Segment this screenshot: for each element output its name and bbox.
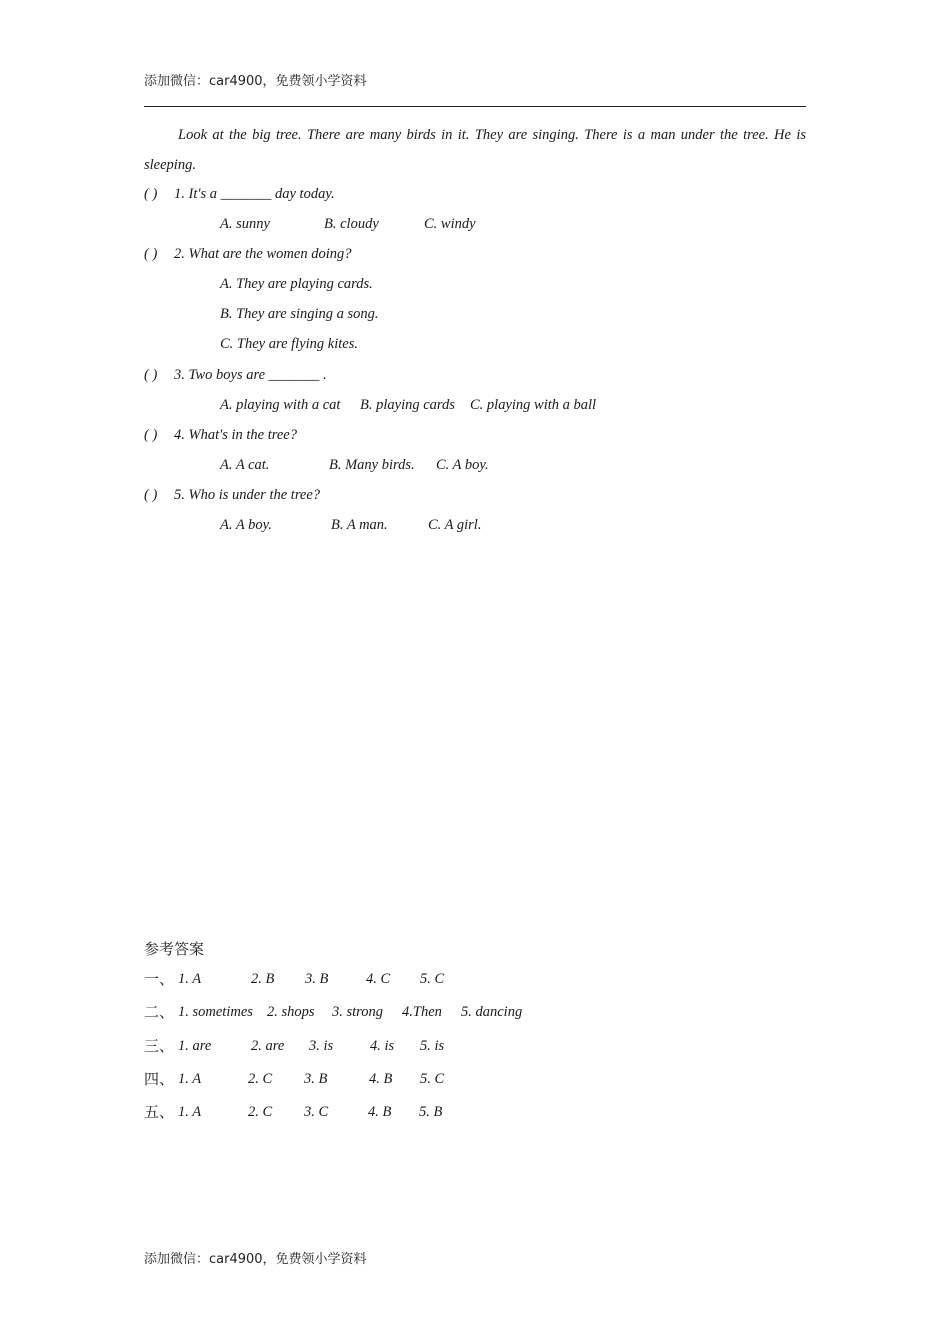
answer-blank: ( ) — [144, 186, 158, 202]
question-1-option-b: B. cloudy — [324, 216, 379, 232]
answer-item: 1. A — [178, 971, 202, 987]
answer-item: 2. are — [251, 1038, 285, 1054]
question-text: 2. What are the women doing? — [174, 246, 352, 262]
answer-blank: ( ) — [144, 246, 158, 262]
answer-blank: ( ) — [144, 487, 158, 503]
question-3-option-a: A. playing with a cat — [220, 397, 341, 413]
question-3 — [144, 365, 327, 385]
answer-blank: ( ) — [144, 427, 158, 443]
answer-item: 1. A — [178, 1071, 202, 1087]
answer-item: 4. B — [368, 1104, 392, 1120]
answer-item: 2. C — [248, 1071, 273, 1087]
question-4-option-a: A. A cat. — [220, 457, 270, 473]
question-5-option-b: B. A man. — [331, 517, 388, 533]
question-3-option-b: B. playing cards — [360, 397, 455, 413]
answer-row-label: 三、 — [144, 1037, 175, 1055]
question-2 — [144, 244, 351, 264]
question-text: 5. Who is under the tree? — [174, 487, 321, 503]
question-text: 4. What's in the tree? — [174, 427, 297, 443]
answer-item: 3. is — [309, 1038, 334, 1054]
question-2-option-b: B. They are singing a song. — [220, 306, 379, 322]
question-1 — [144, 184, 335, 204]
answer-row-1 — [144, 968, 445, 990]
answer-blank: ( ) — [144, 367, 158, 383]
question-1-option-a: A. sunny — [220, 216, 270, 232]
question-2-option-a: A. They are playing cards. — [220, 276, 373, 292]
answer-item: 5. B — [419, 1104, 443, 1120]
answer-item: 5. is — [420, 1038, 445, 1054]
answer-row-label: 五、 — [144, 1103, 175, 1121]
page-footer: 添加微信：car4900，免费领小学资料 — [144, 1252, 367, 1267]
answer-item: 2. C — [248, 1104, 273, 1120]
answer-item: 5. C — [420, 971, 445, 987]
answer-item: 1. are — [178, 1038, 212, 1054]
question-2-option-c: C. They are flying kites. — [220, 336, 358, 352]
answer-row-label: 一、 — [144, 970, 175, 988]
question-5-option-a: A. A boy. — [220, 517, 272, 533]
answer-row-label: 二、 — [144, 1003, 175, 1021]
answer-item: 4.Then — [402, 1004, 442, 1020]
question-text: 1. It's a _______ day today. — [174, 186, 335, 202]
answer-item: 3. C — [304, 1104, 329, 1120]
question-1-option-c: C. windy — [424, 216, 476, 232]
question-text: 3. Two boys are _______ . — [174, 367, 327, 383]
answer-item: 5. C — [420, 1071, 445, 1087]
answer-item: 3. B — [304, 1071, 328, 1087]
answer-row-4 — [144, 1068, 445, 1090]
answer-row-3 — [144, 1035, 445, 1057]
answer-item: 2. B — [251, 971, 275, 987]
question-4 — [144, 425, 297, 445]
question-5-option-c: C. A girl. — [428, 517, 482, 533]
answer-row-5 — [144, 1101, 443, 1123]
question-4-option-b: B. Many birds. — [329, 457, 415, 473]
header-rule — [144, 106, 806, 107]
answer-row-label: 四、 — [144, 1070, 175, 1088]
answer-item: 4. is — [370, 1038, 395, 1054]
answer-item: 4. C — [366, 971, 391, 987]
answers-title: 参考答案 — [144, 940, 205, 958]
answer-item: 5. dancing — [461, 1004, 523, 1020]
answer-item: 3. strong — [332, 1004, 384, 1020]
answer-item: 2. shops — [267, 1004, 315, 1020]
reading-passage: Look at the big tree. There are many birds in it. They are singing. There is a man under the tree. He is sleeping. — [144, 127, 806, 173]
answer-item: 1. A — [178, 1104, 202, 1120]
answer-item: 4. B — [369, 1071, 393, 1087]
answer-row-2 — [144, 1001, 523, 1023]
question-4-option-c: C. A boy. — [436, 457, 489, 473]
question-5 — [144, 485, 320, 505]
answer-item: 3. B — [305, 971, 329, 987]
question-3-option-c: C. playing with a ball — [470, 397, 597, 413]
page-header: 添加微信：car4900，免费领小学资料 — [144, 74, 367, 89]
answer-item: 1. sometimes — [178, 1004, 253, 1020]
